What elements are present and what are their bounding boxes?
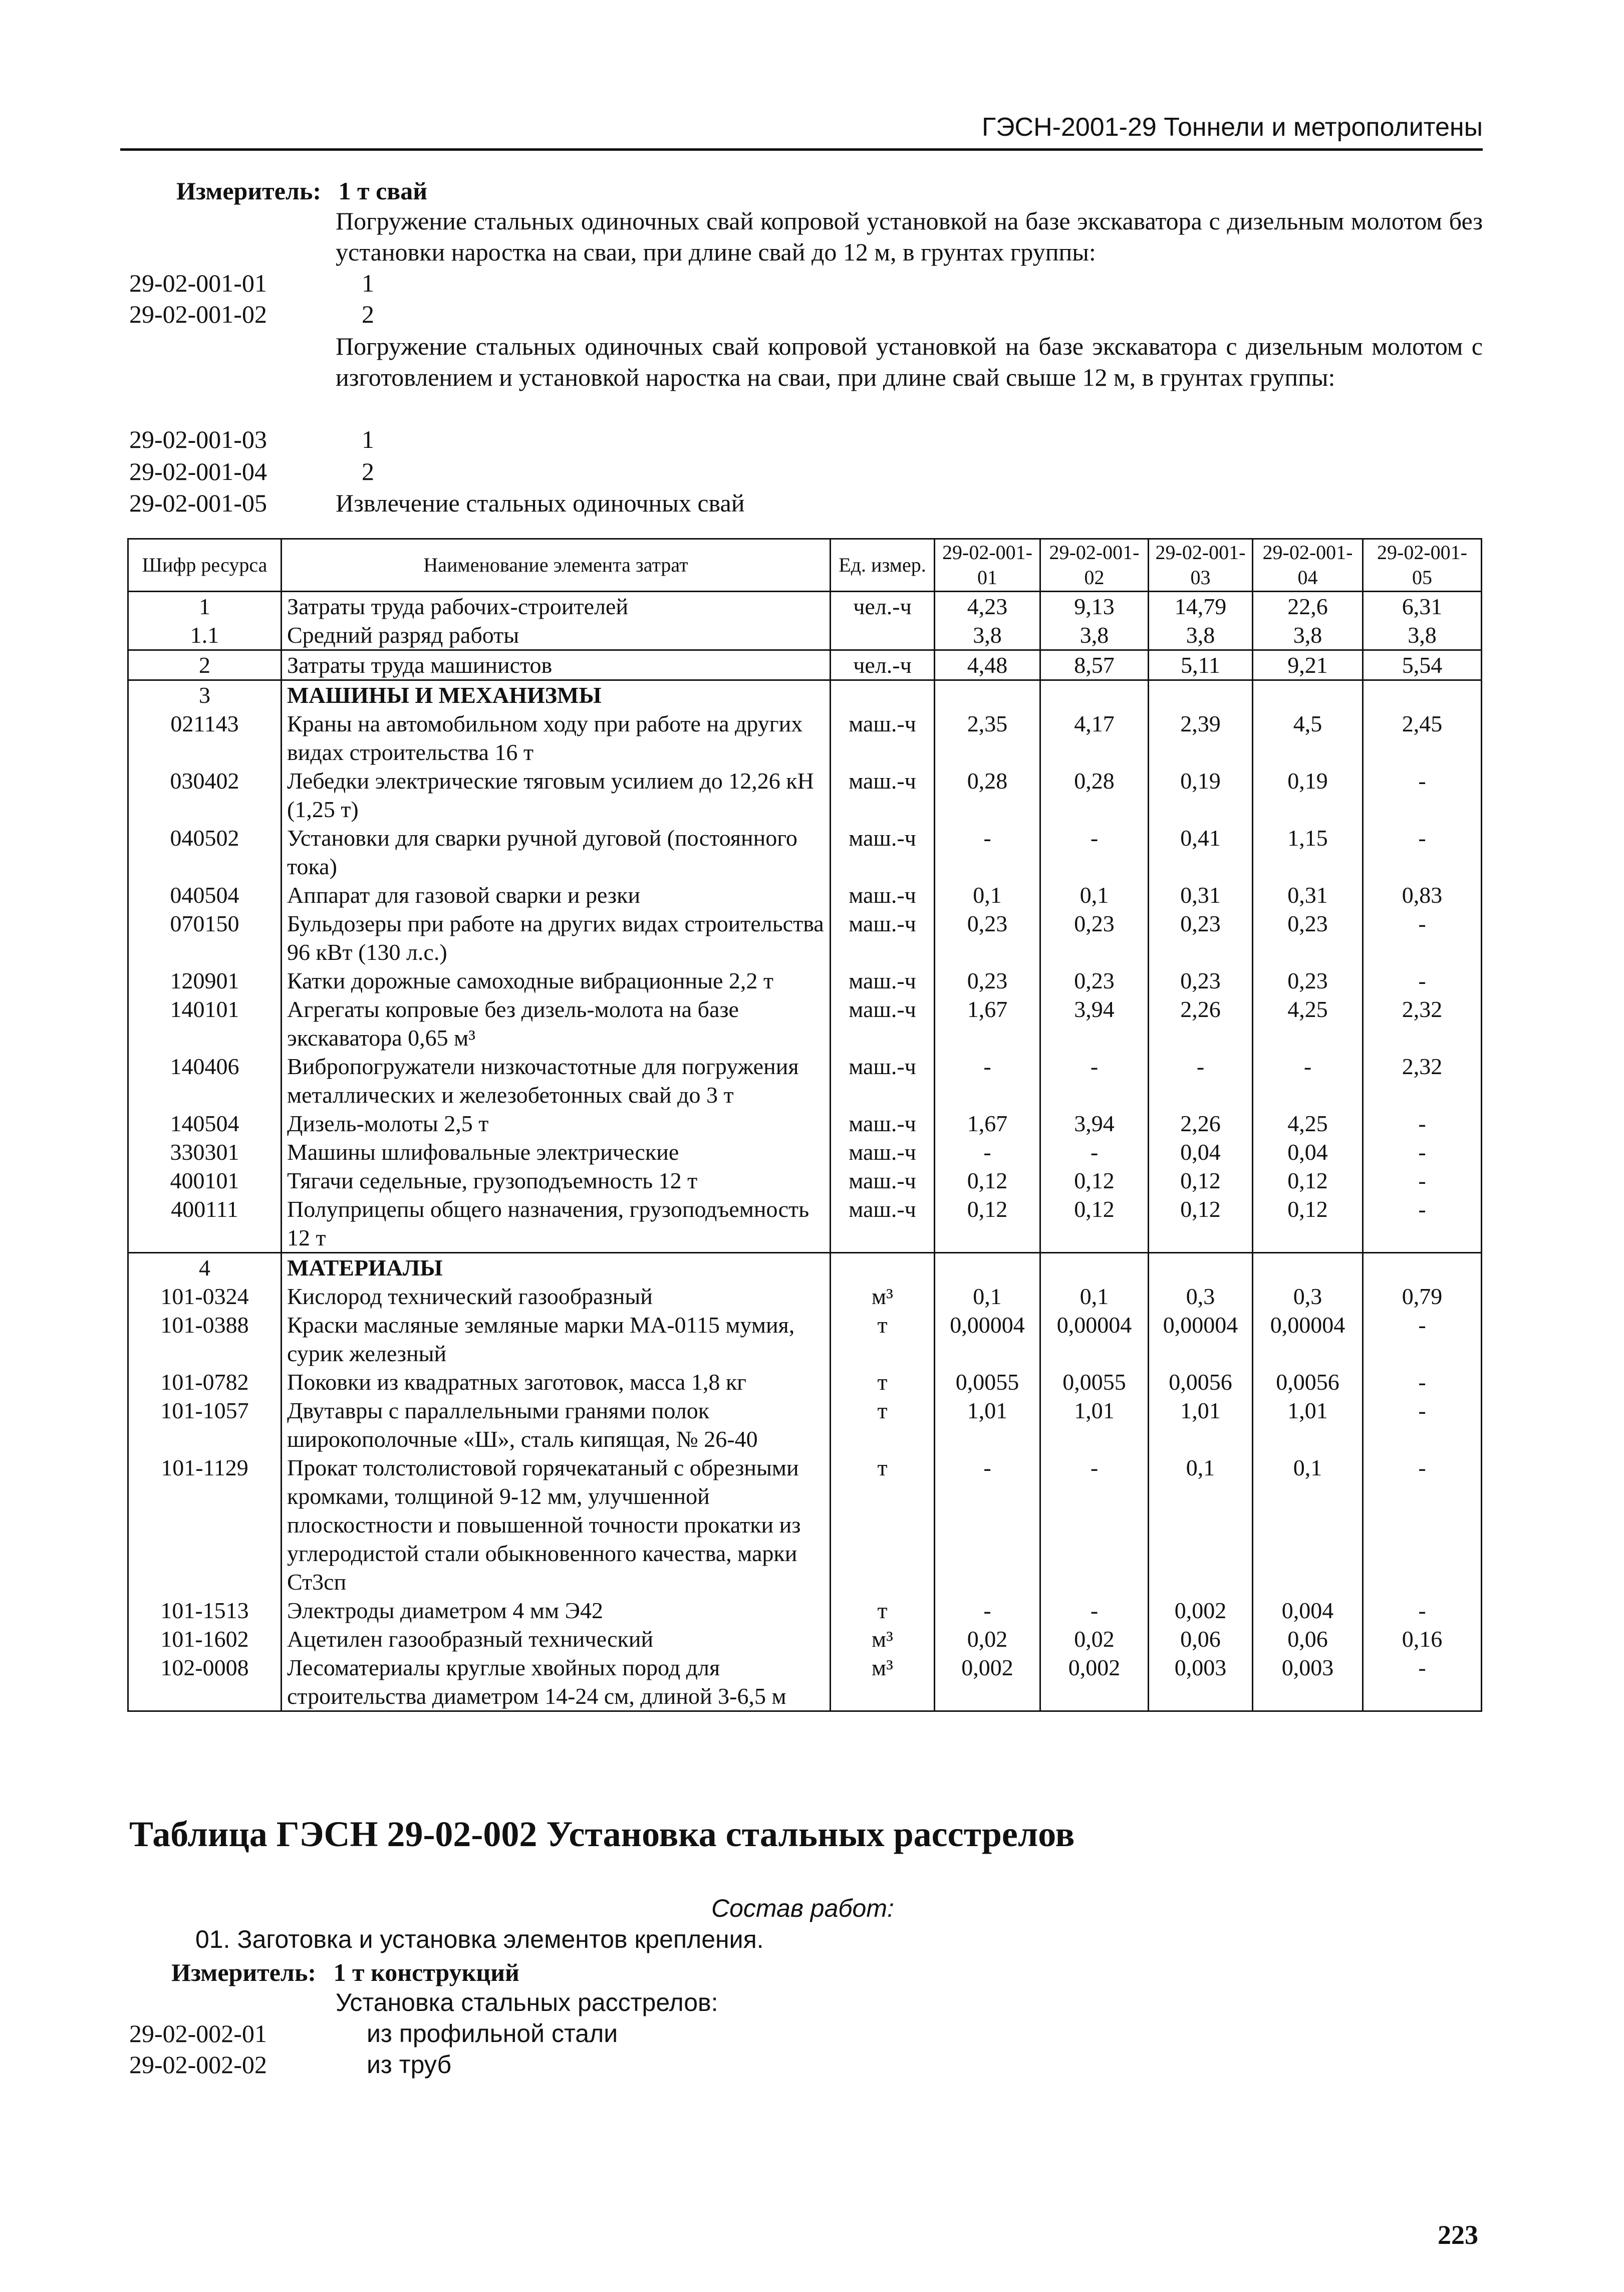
resource-code: 101-0324 [128,1282,282,1311]
value-cell: - [1363,1166,1482,1195]
table-row [128,1052,1482,1109]
value-cell: 1,67 [935,995,1040,1052]
value-cell: 0,0055 [1040,1368,1149,1396]
value-cell: 3,8 [935,621,1040,650]
code-row: 29-02-001-03 [129,425,267,453]
value-cell [935,680,1040,710]
value-cell: 0,12 [1253,1195,1363,1253]
value-cell: 0,23 [1149,966,1253,995]
value-cell: 0,3 [1253,1282,1363,1311]
meter-line [176,175,427,206]
value-cell: 0,28 [1040,767,1149,824]
value-cell [1040,1253,1149,1283]
resource-name: Средний разряд работы [282,621,831,650]
table-row [128,824,1482,881]
value-cell: - [1363,1396,1482,1453]
resource-name: МАТЕРИАЛЫ [282,1253,831,1283]
value-cell: - [1363,1596,1482,1625]
value-cell: 2,39 [1149,709,1253,767]
resource-name: Ацетилен газообразный технический [282,1625,831,1653]
value-cell: - [935,1138,1040,1166]
value-cell: 0,004 [1253,1596,1363,1625]
value-cell: 0,23 [1253,909,1363,966]
table-row [128,1453,1482,1596]
column-header: Ед. измер. [831,539,935,592]
value-cell: 1,15 [1253,824,1363,881]
variant-label: из труб [367,2051,452,2079]
meter-value: 1 т конструкций [333,1958,519,1986]
value-cell: - [1040,1453,1149,1596]
resource-name: Краны на автомобильном ходу при работе на других видах строительства 16 т [282,709,831,767]
resource-name: Установки для сварки ручной дуговой (постоянного тока) [282,824,831,881]
value-cell: 1,01 [1149,1396,1253,1453]
value-cell: 0,002 [1040,1653,1149,1711]
value-cell: - [1363,1653,1482,1711]
value-cell: 0,06 [1253,1625,1363,1653]
column-header: 29-02-001-01 [935,539,1040,592]
unit: м³ [831,1625,935,1653]
table-title: Таблица ГЭСН 29-02-002 Установка стальных расстрелов [129,1814,1075,1854]
resource-name: Затраты труда рабочих-строителей [282,592,831,621]
table-row [128,1653,1482,1711]
page-number: 223 [1438,2220,1478,2250]
description-1: Погружение стальных одиночных свай копровой установкой на базе экскаватора с дизельным молотом без установки наростка на сваи, при длине свай до 12 м, в грунтах группы: [336,207,1483,266]
value-cell: 0,0055 [935,1368,1040,1396]
value-cell [1253,1253,1363,1283]
table-body [128,592,1482,1711]
value-cell: 2,35 [935,709,1040,767]
value-cell: - [935,1453,1040,1596]
value-cell: 0,3 [1149,1282,1253,1311]
table-row [128,1138,1482,1166]
value-cell: 0,0056 [1149,1368,1253,1396]
unit: маш.-ч [831,824,935,881]
resource-name: Вибропогружатели низкочастотные для погружения металлических и железобетонных свай до 3 т [282,1052,831,1109]
value-cell: 0,41 [1149,824,1253,881]
resource-code: 040504 [128,881,282,909]
column-header: Наименование элемента затрат [282,539,831,592]
value-cell: 1,67 [935,1109,1040,1138]
value-cell: - [935,824,1040,881]
unit: маш.-ч [831,1138,935,1166]
resource-table [127,538,1482,1712]
value-cell: 3,8 [1040,621,1149,650]
code-row: 29-02-002-01 [129,2019,267,2048]
value-cell: 6,31 [1363,592,1482,621]
resource-code: 021143 [128,709,282,767]
resource-code: 101-1602 [128,1625,282,1653]
header-rule [120,148,1483,151]
table-row [128,1109,1482,1138]
table-header-row [128,539,1482,592]
value-cell: - [1363,1195,1482,1253]
value-cell: 0,23 [1040,966,1149,995]
running-header: ГЭСН-2001-29 Тоннели и метрополитены [982,113,1483,142]
value-cell: 0,02 [935,1625,1040,1653]
unit [831,680,935,710]
value-cell: 3,94 [1040,1109,1149,1138]
value-cell: - [1363,1109,1482,1138]
description-3: Установка стальных расстрелов: [336,1988,718,2016]
unit: т [831,1311,935,1368]
value-cell: 0,1 [1253,1453,1363,1596]
value-cell: - [1363,966,1482,995]
value-cell: - [1363,1138,1482,1166]
value-cell: 2,32 [1363,1052,1482,1109]
value-cell: 0,0056 [1253,1368,1363,1396]
value-cell: - [1040,1052,1149,1109]
value-cell: - [1253,1052,1363,1109]
value-cell: 22,6 [1253,592,1363,621]
table-row [128,1311,1482,1368]
value-cell: 0,002 [935,1653,1040,1711]
work-item: 01. Заготовка и установка элементов крепления. [195,1925,764,1953]
table-row [128,995,1482,1052]
value-cell: 1,01 [1253,1396,1363,1453]
value-cell: 0,003 [1149,1653,1253,1711]
value-cell: 0,23 [1040,909,1149,966]
meter-line-2 [171,1957,519,1988]
meter-value: 1 т свай [338,177,428,205]
resource-name: Бульдозеры при работе на других видах строительства 96 кВт (130 л.с.) [282,909,831,966]
table-row [128,1282,1482,1311]
value-cell: 0,1 [1149,1453,1253,1596]
value-cell: - [1149,1052,1253,1109]
value-cell: - [1040,1596,1149,1625]
value-cell: 4,5 [1253,709,1363,767]
value-cell [935,1253,1040,1283]
resource-name: Кислород технический газообразный [282,1282,831,1311]
unit: м³ [831,1282,935,1311]
code-row: 29-02-001-02 [129,300,267,328]
value-cell: 0,79 [1363,1282,1482,1311]
resource-name: Краски масляные земляные марки МА-0115 мумия, сурик железный [282,1311,831,1368]
value-cell: - [935,1596,1040,1625]
table-row [128,592,1482,621]
table-row [128,966,1482,995]
value-cell: 3,8 [1149,621,1253,650]
column-header: 29-02-001-04 [1253,539,1363,592]
value-cell: - [1363,824,1482,881]
table-row [128,1596,1482,1625]
value-cell [1253,680,1363,710]
resource-name: МАШИНЫ И МЕХАНИЗМЫ [282,680,831,710]
resource-name: Катки дорожные самоходные вибрационные 2,2 т [282,966,831,995]
value-cell [1149,680,1253,710]
unit: маш.-ч [831,1166,935,1195]
value-cell: 0,83 [1363,881,1482,909]
resource-code: 1.1 [128,621,282,650]
unit: маш.-ч [831,709,935,767]
column-header: 29-02-001-02 [1040,539,1149,592]
value-cell: 2,45 [1363,709,1482,767]
section-row [128,680,1482,710]
column-header: 29-02-001-03 [1149,539,1253,592]
value-cell: - [1040,1138,1149,1166]
group-value: 2 [362,457,374,485]
value-cell: 0,00004 [935,1311,1040,1368]
resource-code: 101-0782 [128,1368,282,1396]
resource-code: 101-1057 [128,1396,282,1453]
unit: т [831,1596,935,1625]
resource-code: 400101 [128,1166,282,1195]
table-row [128,1625,1482,1653]
resource-code: 102-0008 [128,1653,282,1711]
value-cell: 0,23 [935,966,1040,995]
table-row [128,909,1482,966]
value-cell: 0,12 [935,1195,1040,1253]
value-cell [1040,680,1149,710]
extraction-label: Извлечение стальных одиночных свай [336,489,745,517]
value-cell: 4,25 [1253,995,1363,1052]
table-row [128,650,1482,680]
value-cell: 0,28 [935,767,1040,824]
value-cell: 0,12 [1149,1166,1253,1195]
unit: чел.-ч [831,592,935,621]
value-cell: 0,12 [1149,1195,1253,1253]
value-cell: 0,12 [1040,1195,1149,1253]
value-cell: - [1040,824,1149,881]
value-cell: 0,16 [1363,1625,1482,1653]
value-cell: 0,12 [1253,1166,1363,1195]
description-2: Погружение стальных одиночных свай копровой установкой на базе экскаватора с дизельным молотом с изготовлением и установкой наростка на сваи, при длине свай свыше 12 м, в грунтах группы: [336,332,1483,391]
unit [831,1253,935,1283]
code-row: 29-02-001-04 [129,457,267,485]
value-cell: 9,21 [1253,650,1363,680]
value-cell: 9,13 [1040,592,1149,621]
resource-code: 101-1513 [128,1596,282,1625]
resource-code: 140406 [128,1052,282,1109]
value-cell: - [1363,1453,1482,1596]
resource-name: Полуприцепы общего назначения, грузоподъемность 12 т [282,1195,831,1253]
unit: маш.-ч [831,1109,935,1138]
resource-code: 120901 [128,966,282,995]
value-cell: 0,00004 [1040,1311,1149,1368]
unit: м³ [831,1653,935,1711]
value-cell: 5,54 [1363,650,1482,680]
value-cell: 0,003 [1253,1653,1363,1711]
resource-code: 040502 [128,824,282,881]
value-cell: 5,11 [1149,650,1253,680]
resource-name: Электроды диаметром 4 мм Э42 [282,1596,831,1625]
column-header: Шифр ресурса [128,539,282,592]
unit: т [831,1368,935,1396]
resource-name: Поковки из квадратных заготовок, масса 1,8 кг [282,1368,831,1396]
resource-name: Лебедки электрические тяговым усилием до 12,26 кН (1,25 т) [282,767,831,824]
value-cell: 0,06 [1149,1625,1253,1653]
code-row: 29-02-002-02 [129,2051,267,2079]
unit: маш.-ч [831,767,935,824]
unit: маш.-ч [831,966,935,995]
table-row [128,767,1482,824]
value-cell: 0,31 [1253,881,1363,909]
value-cell: 0,02 [1040,1625,1149,1653]
value-cell: 0,04 [1149,1138,1253,1166]
unit: чел.-ч [831,650,935,680]
code-row: 29-02-001-01 [129,269,267,297]
resource-name: Агрегаты копровые без дизель-молота на базе экскаватора 0,65 м³ [282,995,831,1052]
group-value: 2 [362,300,374,328]
table-row [128,1195,1482,1253]
resource-code: 030402 [128,767,282,824]
resource-name: Лесоматериалы круглые хвойных пород для строительства диаметром 14-24 см, длиной 3-6,5 м [282,1653,831,1711]
table-row [128,709,1482,767]
resource-name: Машины шлифовальные электрические [282,1138,831,1166]
resource-code: 070150 [128,909,282,966]
value-cell: 0,19 [1253,767,1363,824]
value-cell: 2,26 [1149,995,1253,1052]
resource-code: 1 [128,592,282,621]
resource-code: 330301 [128,1138,282,1166]
value-cell: 3,94 [1040,995,1149,1052]
value-cell: 3,8 [1363,621,1482,650]
value-cell: 0,002 [1149,1596,1253,1625]
unit: маш.-ч [831,1052,935,1109]
section-row [128,1253,1482,1283]
value-cell: - [1363,909,1482,966]
value-cell: 2,32 [1363,995,1482,1052]
value-cell: 1,01 [1040,1396,1149,1453]
value-cell: 0,1 [1040,1282,1149,1311]
value-cell [1363,1253,1482,1283]
group-value: 1 [362,425,374,453]
resource-name: Затраты труда машинистов [282,650,831,680]
value-cell: 0,12 [935,1166,1040,1195]
unit [831,621,935,650]
value-cell [1149,1253,1253,1283]
value-cell: 0,23 [1149,909,1253,966]
resource-name: Аппарат для газовой сварки и резки [282,881,831,909]
resource-code: 2 [128,650,282,680]
value-cell: 1,01 [935,1396,1040,1453]
value-cell: 0,23 [1253,966,1363,995]
value-cell: 0,12 [1040,1166,1149,1195]
value-cell: - [1363,767,1482,824]
code-row: 29-02-001-05 [129,489,267,517]
meter-label: Измеритель: [171,1958,317,1986]
resource-code: 101-1129 [128,1453,282,1596]
value-cell: 4,17 [1040,709,1149,767]
value-cell: 4,23 [935,592,1040,621]
value-cell: 0,1 [1040,881,1149,909]
resource-name: Дизель-молоты 2,5 т [282,1109,831,1138]
resource-name: Прокат толстолистовой горячекатаный с обрезными кромками, толщиной 9-12 мм, улучшенной плоскостности и повышенной точности прокатки из углеродистой стали обыкновенного качества, марки Ст3сп [282,1453,831,1596]
value-cell: 0,1 [935,1282,1040,1311]
resource-name: Двутавры с параллельными гранями полок широкополочные «Ш», сталь кипящая, № 26-40 [282,1396,831,1453]
table-row [128,881,1482,909]
resource-code: 400111 [128,1195,282,1253]
resource-code: 140101 [128,995,282,1052]
resource-code: 3 [128,680,282,710]
variant-label: из профильной стали [367,2019,618,2048]
value-cell: - [1363,1368,1482,1396]
value-cell: 4,48 [935,650,1040,680]
table-row [128,1368,1482,1396]
value-cell: 3,8 [1253,621,1363,650]
value-cell: 0,31 [1149,881,1253,909]
value-cell: 14,79 [1149,592,1253,621]
value-cell: 0,23 [935,909,1040,966]
unit: маш.-ч [831,1195,935,1253]
unit: т [831,1453,935,1596]
resource-name: Тягачи седельные, грузоподъемность 12 т [282,1166,831,1195]
unit: маш.-ч [831,995,935,1052]
meter-label: Измеритель: [176,177,322,205]
value-cell: 4,25 [1253,1109,1363,1138]
value-cell: - [935,1052,1040,1109]
value-cell: 0,00004 [1149,1311,1253,1368]
value-cell: 0,04 [1253,1138,1363,1166]
value-cell: 8,57 [1040,650,1149,680]
table-row [128,1166,1482,1195]
group-value: 1 [362,269,374,297]
resource-code: 101-0388 [128,1311,282,1368]
resource-code: 4 [128,1253,282,1283]
value-cell: 2,26 [1149,1109,1253,1138]
resource-code: 140504 [128,1109,282,1138]
work-composition-label: Состав работ: [711,1894,894,1922]
value-cell: 0,1 [935,881,1040,909]
value-cell: 0,00004 [1253,1311,1363,1368]
value-cell [1363,680,1482,710]
unit: т [831,1396,935,1453]
column-header: 29-02-001-05 [1363,539,1482,592]
unit: маш.-ч [831,881,935,909]
table-row [128,1396,1482,1453]
unit: маш.-ч [831,909,935,966]
value-cell: - [1363,1311,1482,1368]
table-row [128,621,1482,650]
value-cell: 0,19 [1149,767,1253,824]
